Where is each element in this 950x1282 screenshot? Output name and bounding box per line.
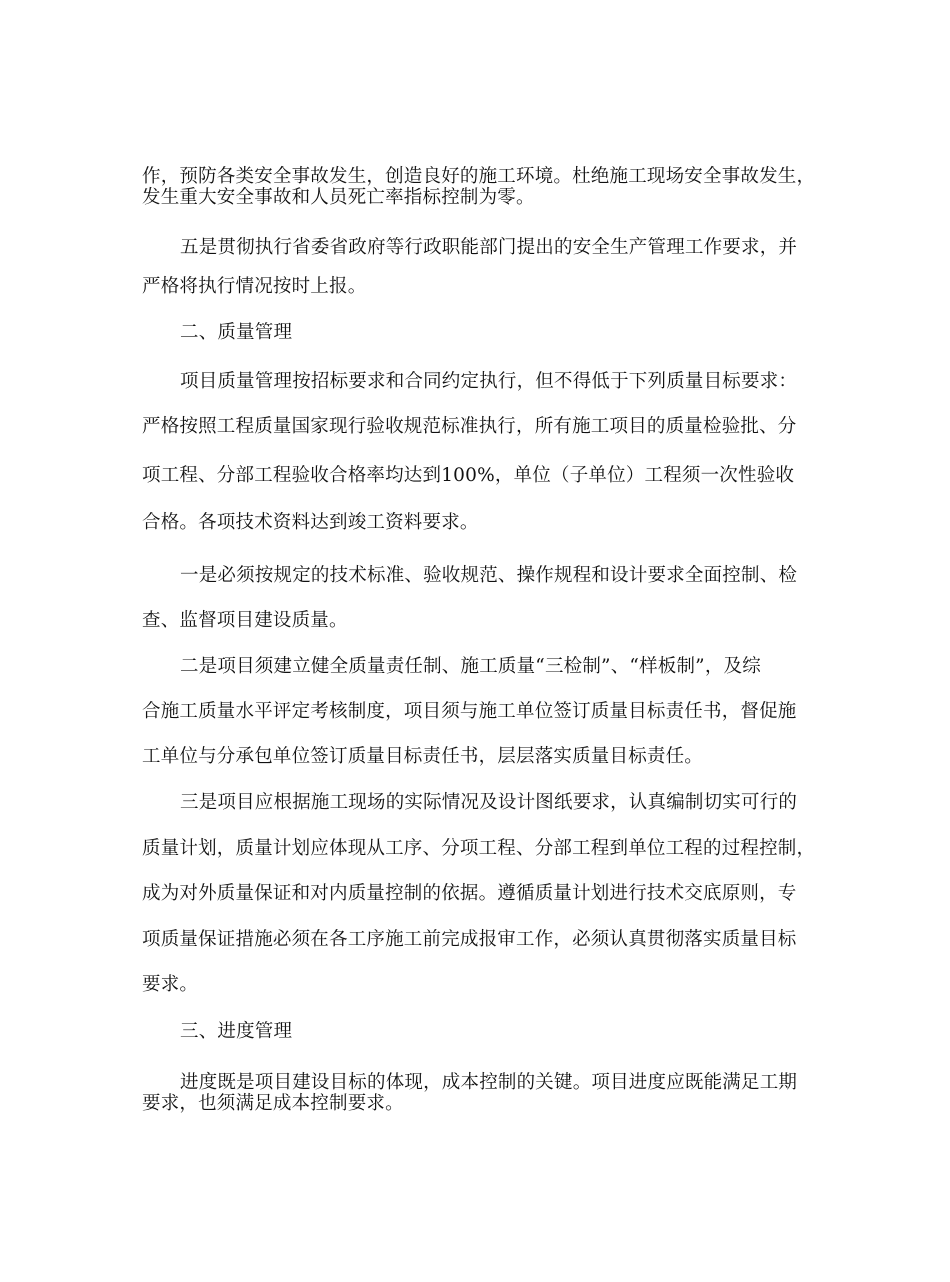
text-line: 要求。 — [142, 974, 199, 995]
text-line: 一是必须按规定的技术标准、验收规范、操作规程和设计要求全面控制、检 — [180, 565, 798, 586]
text-line: 严格按照工程质量国家现行验收规范标准执行，所有施工项目的质量检验批、分 — [142, 416, 797, 437]
text-line: 发生重大安全事故和人员死亡率指标控制为零。 — [142, 187, 535, 208]
text-line: 项工程、分部工程验收合格率均达到100%，单位（子单位）工程须一次性验收 — [142, 465, 795, 486]
section-heading: 三、进度管理 — [180, 1021, 293, 1042]
text-line: 质量计划，质量计划应体现从工序、分项工程、分部工程到单位工程的过程控制， — [142, 838, 816, 859]
text-line: 作，预防各类安全事故发生，创造良好的施工环境。杜绝施工现场安全事故发生， — [142, 166, 816, 187]
text-line: 三是项目应根据施工现场的实际情况及设计图纸要求，认真编制切实可行的 — [180, 792, 798, 813]
text-line: 合施工质量水平评定考核制度，项目须与施工单位签订质量目标责任书，督促施 — [142, 701, 797, 722]
text-line: 二是项目须建立健全质量责任制、施工质量“三检制”、“样板制”，及综 — [180, 656, 761, 677]
section-heading: 二、质量管理 — [180, 322, 293, 343]
text-line: 进度既是项目建设目标的体现，成本控制的关键。项目进度应既能满足工期 — [180, 1072, 798, 1093]
text-line: 五是贯彻执行省委省政府等行政职能部门提出的安全生产管理工作要求，并 — [180, 237, 798, 258]
text-line: 严格将执行情况按时上报。 — [142, 276, 367, 297]
text-line: 成为对外质量保证和对内质量控制的依据。遵循质量计划进行技术交底原则，专 — [142, 883, 797, 904]
text-line: 工单位与分承包单位签订质量目标责任书，层层落实质量目标责任。 — [142, 746, 704, 767]
text-line: 要求，也须满足成本控制要求。 — [142, 1093, 404, 1114]
text-line: 查、监督项目建设质量。 — [142, 610, 348, 631]
text-line: 合格。各项技术资料达到竣工资料要求。 — [142, 512, 479, 533]
text-line: 项目质量管理按招标要求和合同约定执行，但不得低于下列质量目标要求： — [180, 371, 798, 392]
text-line: 项质量保证措施必须在各工序施工前完成报审工作，必须认真贯彻落实质量目标 — [142, 929, 797, 950]
